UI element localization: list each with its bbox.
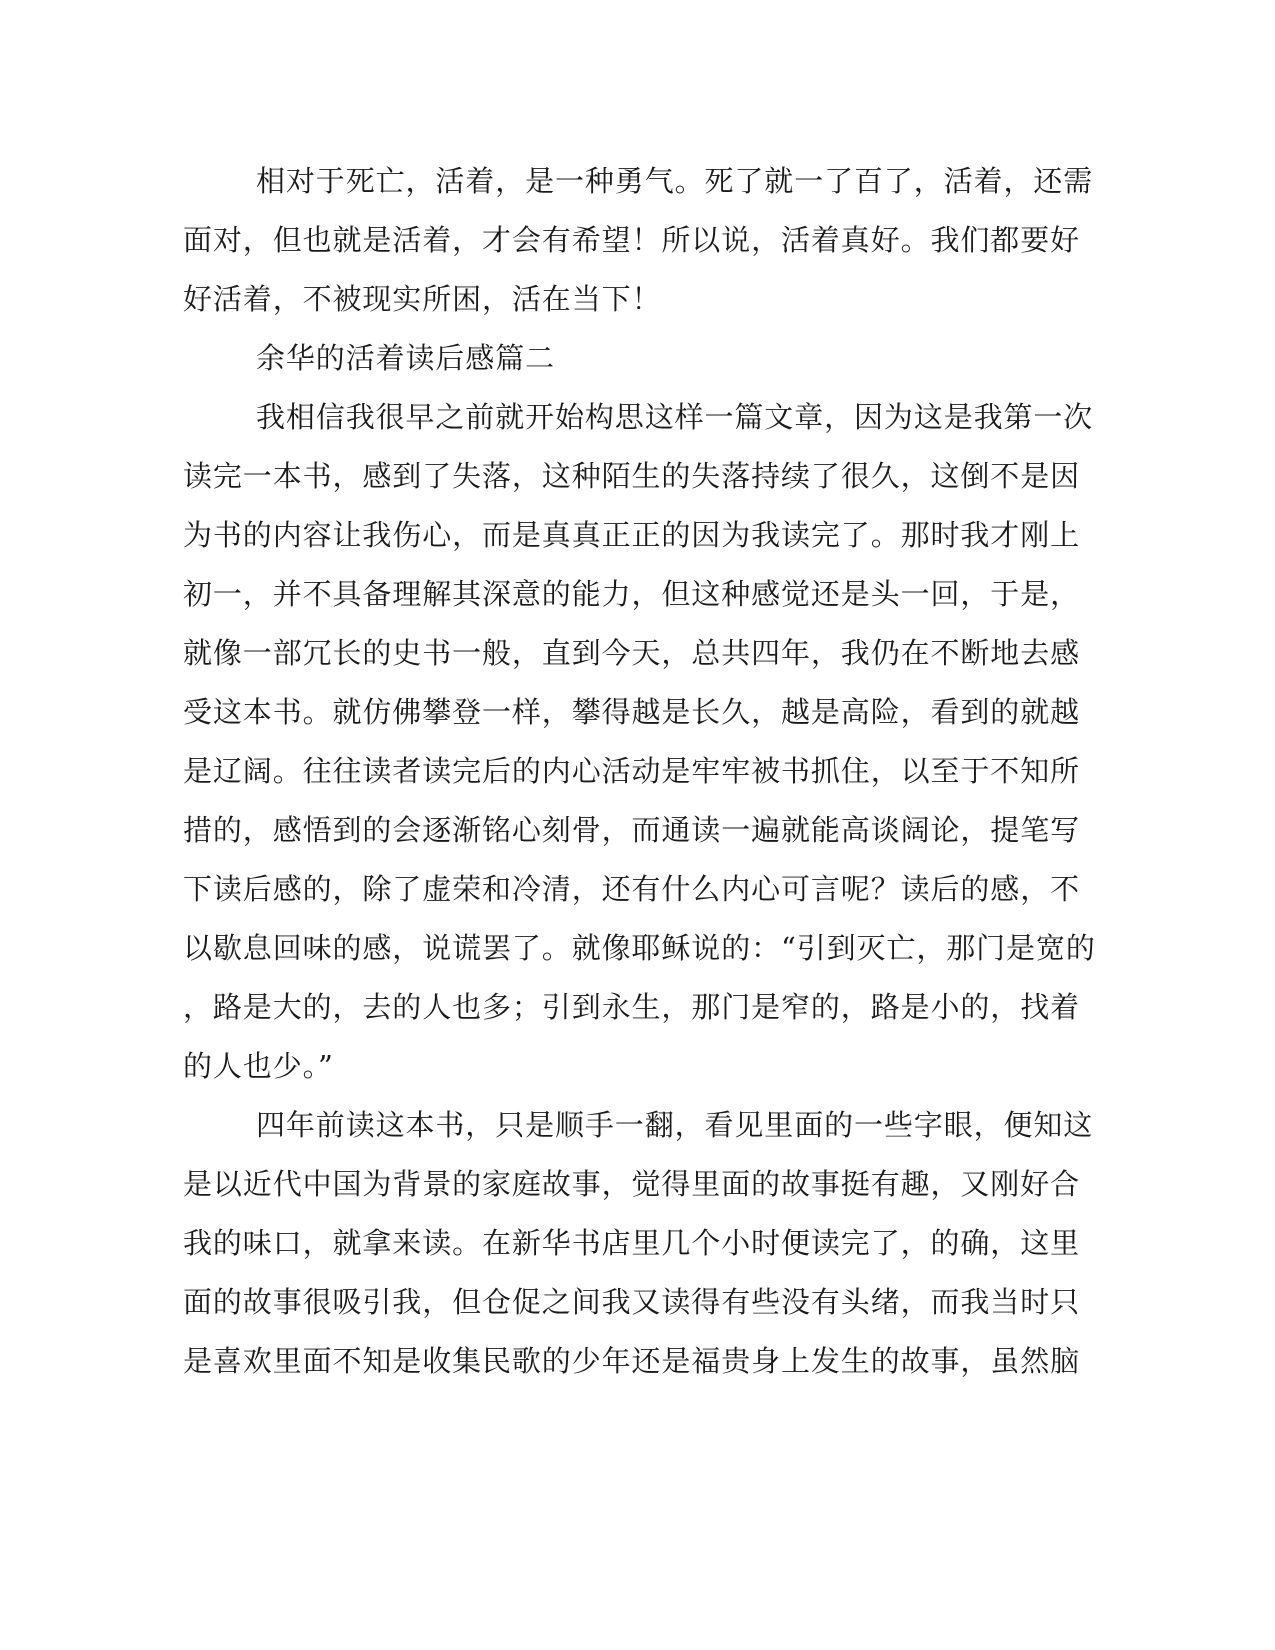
section-heading: 余华的活着读后感篇二 <box>256 341 556 375</box>
paragraph-line: 就像一部冗长的史书一般，直到今天，总共四年，我仍在不断地去感 <box>183 636 1081 670</box>
paragraph-line: 的人也少。” <box>183 1049 334 1083</box>
paragraph-line: 下读后感的，除了虚荣和冷清，还有什么内心可言呢？读后的感，不 <box>183 872 1081 906</box>
paragraph-line: 我相信我很早之前就开始构思这样一篇文章，因为这是我第一次 <box>256 400 1094 434</box>
paragraph-line: 以歇息回味的感，说谎罢了。就像耶稣说的：“引到灭亡，那门是宽的 <box>183 931 1096 965</box>
paragraph-line: 读完一本书，感到了失落，这种陌生的失落持续了很久，这倒不是因 <box>183 459 1081 493</box>
paragraph-line: 是辽阔。往往读者读完后的内心活动是牢牢被书抓住，以至于不知所 <box>183 754 1081 788</box>
paragraph-line: 受这本书。就仿佛攀登一样，攀得越是长久，越是高险，看到的就越 <box>183 695 1081 729</box>
paragraph-line: 措的，感悟到的会逐渐铭心刻骨，而通读一遍就能高谈阔论，提笔写 <box>183 813 1081 847</box>
paragraph-line: 为书的内容让我伤心，而是真真正正的因为我读完了。那时我才刚上 <box>183 518 1081 552</box>
paragraph-line: 是以近代中国为背景的家庭故事，觉得里面的故事挺有趣，又刚好合 <box>183 1167 1081 1201</box>
paragraph-line: 面的故事很吸引我，但仓促之间我又读得有些没有头绪，而我当时只 <box>183 1285 1081 1319</box>
paragraph-line: 是喜欢里面不知是收集民歌的少年还是福贵身上发生的故事，虽然脑 <box>183 1344 1081 1378</box>
paragraph-line: 好活着，不被现实所困，活在当下！ <box>183 282 662 316</box>
paragraph-line: 四年前读这本书，只是顺手一翻，看见里面的一些字眼，便知这 <box>256 1108 1094 1142</box>
paragraph-line: 初一，并不具备理解其深意的能力，但这种感觉还是头一回，于是， <box>183 577 1081 611</box>
paragraph-line: 我的味口，就拿来读。在新华书店里几个小时便读完了，的确，这里 <box>183 1226 1081 1260</box>
paragraph-line: ，路是大的，去的人也多；引到永生，那门是窄的，路是小的，找着 <box>183 990 1081 1024</box>
paragraph-line: 相对于死亡，活着，是一种勇气。死了就一了百了，活着，还需 <box>256 164 1094 198</box>
paragraph-line: 面对，但也就是活着，才会有希望！所以说，活着真好。我们都要好 <box>183 223 1081 257</box>
